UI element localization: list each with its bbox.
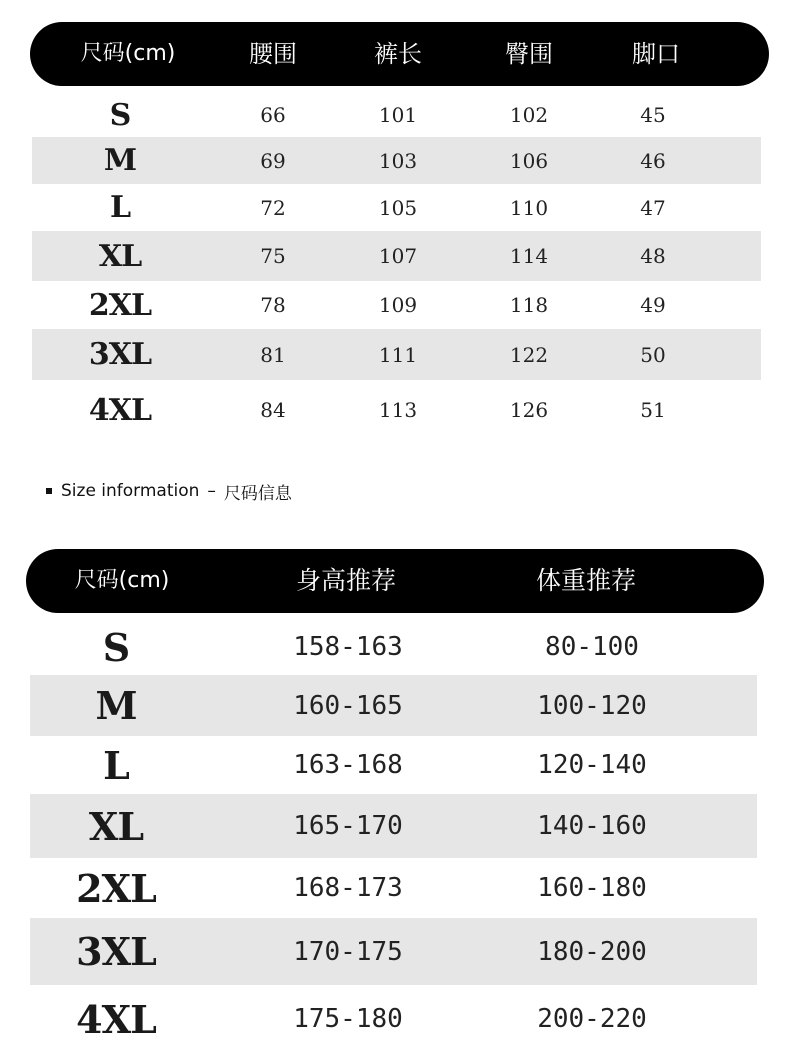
hip-value: 118 xyxy=(509,293,549,317)
weight-value: 120-140 xyxy=(537,750,647,780)
waist-value: 81 xyxy=(260,342,286,367)
length-value: 111 xyxy=(378,342,418,367)
size-label: 2XL xyxy=(76,865,156,911)
hip-value: 122 xyxy=(509,342,549,367)
size-label: S xyxy=(109,97,131,133)
size-label: XL xyxy=(88,803,144,849)
recommendation-table-header xyxy=(26,549,764,613)
header-hip: 臀围 xyxy=(505,40,553,68)
header-weight: 体重推荐 xyxy=(535,566,637,595)
header-hem: 脚口 xyxy=(632,40,680,68)
table-row xyxy=(30,675,757,736)
bullet-icon xyxy=(46,488,52,494)
header-size: 尺码(cm) xyxy=(80,41,176,66)
table-row xyxy=(32,281,761,329)
weight-value: 140-160 xyxy=(537,811,647,841)
length-value: 103 xyxy=(378,148,418,173)
table-row xyxy=(32,93,761,137)
table-row xyxy=(30,619,757,675)
length-value: 101 xyxy=(378,103,418,127)
table-row xyxy=(30,736,757,794)
height-value: 158-163 xyxy=(293,632,403,662)
header-height: 身高推荐 xyxy=(295,566,397,595)
size-label: XL xyxy=(98,238,142,274)
hip-value: 110 xyxy=(509,195,549,220)
header-waist: 腰围 xyxy=(249,40,297,68)
size-label: M xyxy=(103,143,137,178)
hip-value: 102 xyxy=(509,103,549,127)
size-label: S xyxy=(102,624,130,670)
hem-value: 50 xyxy=(640,342,666,367)
table-row xyxy=(32,137,761,184)
waist-value: 84 xyxy=(260,398,286,422)
hip-value: 114 xyxy=(509,244,549,268)
weight-value: 180-200 xyxy=(537,936,647,967)
hem-value: 49 xyxy=(640,293,666,317)
size-label: 3XL xyxy=(88,337,152,372)
height-value: 170-175 xyxy=(293,936,403,967)
hem-value: 51 xyxy=(640,398,666,422)
size-label: 4XL xyxy=(76,996,156,1042)
table-row xyxy=(30,985,757,1053)
height-value: 175-180 xyxy=(293,1004,403,1034)
header-length: 裤长 xyxy=(374,40,422,68)
weight-value: 200-220 xyxy=(537,1004,647,1034)
size-information-caption xyxy=(46,478,292,504)
size-label: 2XL xyxy=(88,287,152,323)
caption-separator: – xyxy=(207,481,216,501)
height-value: 160-165 xyxy=(293,690,403,721)
waist-value: 72 xyxy=(260,195,286,220)
length-value: 113 xyxy=(378,398,418,422)
hip-value: 106 xyxy=(509,148,549,173)
weight-value: 160-180 xyxy=(537,873,647,903)
size-label: L xyxy=(109,190,131,225)
table-row xyxy=(32,329,761,380)
hem-value: 45 xyxy=(640,103,666,127)
waist-value: 66 xyxy=(260,103,286,127)
waist-value: 78 xyxy=(260,293,286,317)
length-value: 105 xyxy=(378,195,418,220)
table-row xyxy=(32,231,761,281)
weight-value: 100-120 xyxy=(537,690,647,721)
weight-value: 80-100 xyxy=(545,632,639,662)
size-label: M xyxy=(95,683,137,728)
table-row xyxy=(32,380,761,440)
height-value: 165-170 xyxy=(293,811,403,841)
table-row xyxy=(30,858,757,918)
header-size: 尺码(cm) xyxy=(74,568,170,593)
hem-value: 47 xyxy=(640,195,666,220)
size-table-header xyxy=(30,22,769,86)
hem-value: 48 xyxy=(640,244,666,268)
size-label: 3XL xyxy=(76,929,156,974)
table-row xyxy=(32,184,761,231)
table-row xyxy=(30,794,757,858)
waist-value: 69 xyxy=(260,148,286,173)
hem-value: 46 xyxy=(640,148,666,173)
length-value: 109 xyxy=(378,293,418,317)
height-value: 163-168 xyxy=(293,750,403,780)
caption-english: Size information xyxy=(61,481,200,501)
caption-chinese: 尺码信息 xyxy=(223,483,292,504)
length-value: 107 xyxy=(378,244,418,268)
size-label: 4XL xyxy=(88,392,152,428)
height-value: 168-173 xyxy=(293,873,403,903)
waist-value: 75 xyxy=(260,244,286,268)
table-row xyxy=(30,918,757,985)
hip-value: 126 xyxy=(509,398,549,422)
size-label: L xyxy=(103,742,129,788)
